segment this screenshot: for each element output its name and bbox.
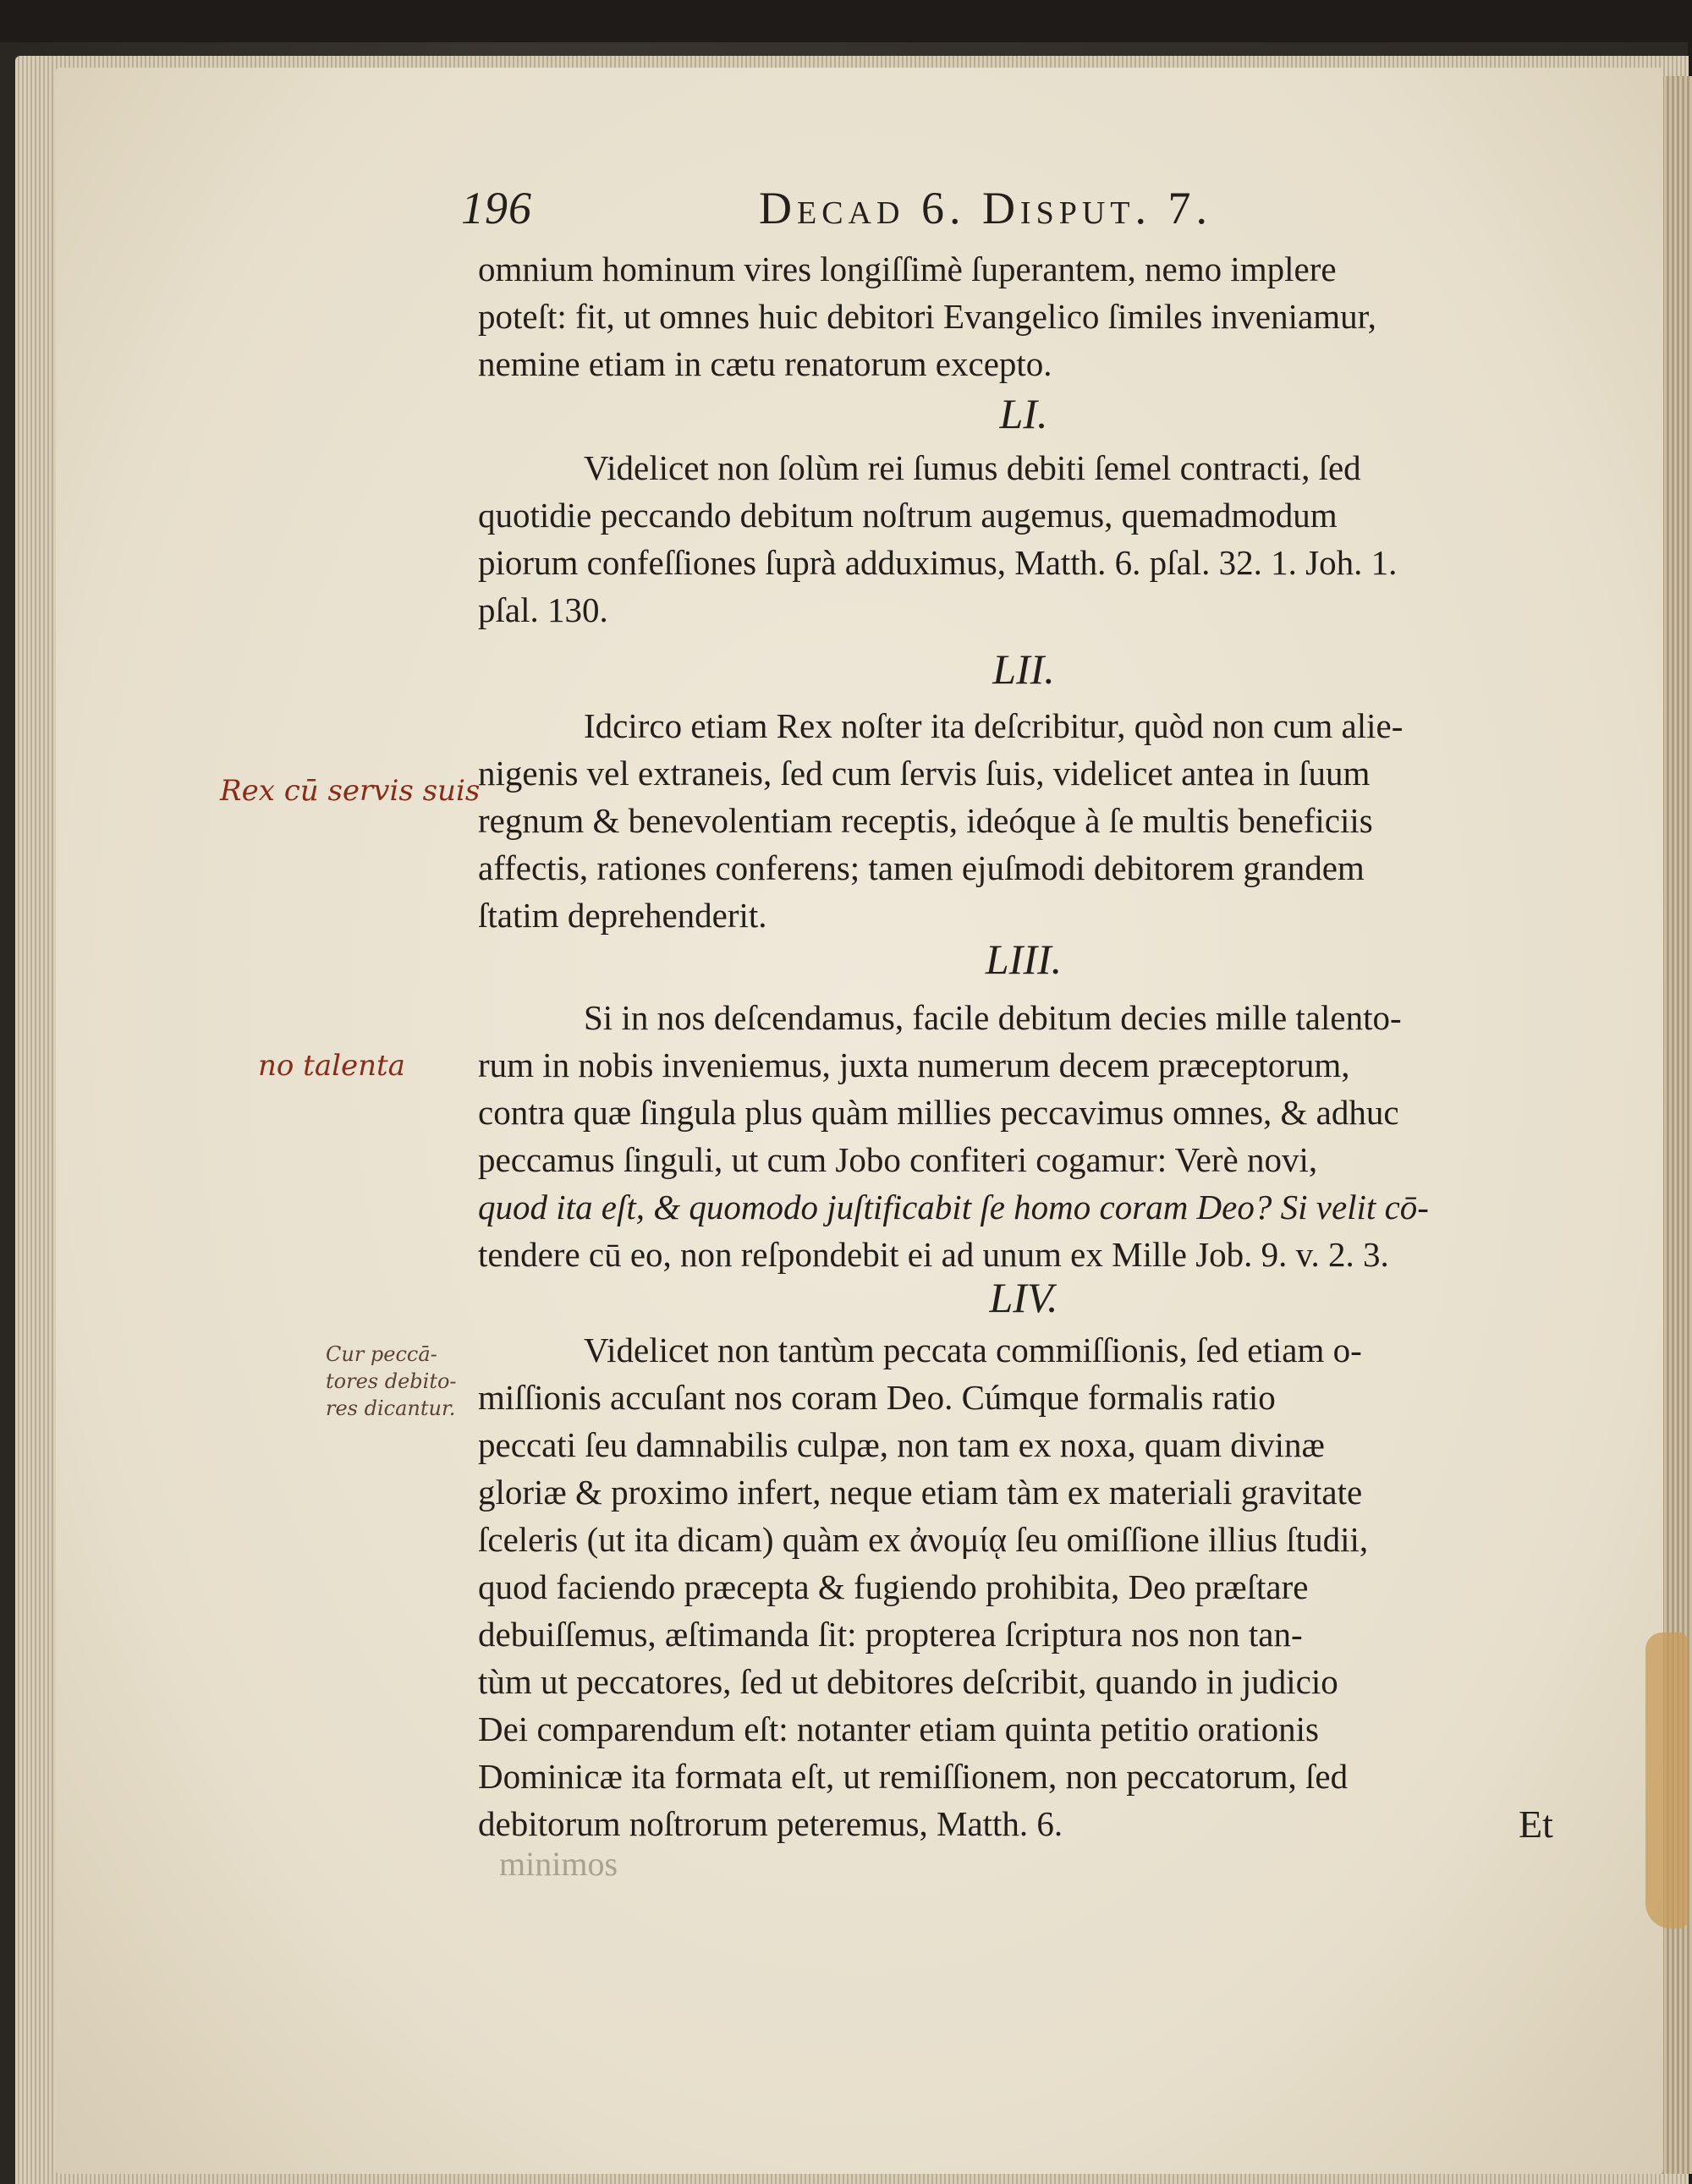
text-line: nemine etiam in cætu renatorum excepto. <box>478 344 1052 383</box>
text-line: rum in nobis inveniemus, juxta numerum decem præceptorum, <box>478 1045 1350 1084</box>
section-number-51: LI. <box>999 390 1048 437</box>
running-head <box>461 182 1544 241</box>
text-line: ſceleris (ut ita dicam) quàm ex ἀνομίᾳ ſeu omiſſione illius ſtudii, <box>478 1520 1369 1559</box>
margin-note-debitores <box>326 1341 457 1422</box>
section-52-text <box>478 702 1569 939</box>
section-number-53: LIII. <box>985 936 1063 983</box>
text-line: Videlicet non tantùm peccata commiſſionis, ſed etiam o- <box>584 1331 1362 1369</box>
text-line: Idcirco etiam Rex noſter ita deſcribitur, quòd non cum alie- <box>584 706 1404 745</box>
text-line: omnium hominum vires longiſſimè ſuperantem, nemo implere <box>478 250 1337 288</box>
text-line: nigenis vel extraneis, ſed cum ſervis ſuis, videlicet antea in ſuum <box>478 754 1371 793</box>
text-line: tendere cū eo, non reſpondebit ei ad unum ex Mille Job. 9. v. 2. 3. <box>478 1235 1389 1274</box>
text-line: contra quæ ſingula plus quàm millies peccavimus omnes, & adhuc <box>478 1093 1399 1132</box>
running-title: Decad 6. Disput. 7. <box>759 183 1213 233</box>
text-line: Si in nos deſcendamus, facile debitum decies mille talento- <box>584 998 1402 1037</box>
text-line: quod faciendo præcepta & fugiendo prohibita, Deo præſtare <box>478 1567 1309 1606</box>
text-line: quod ita eſt, & quomodo juſtificabit ſe homo coram Deo? Si velit cō- <box>478 1188 1429 1226</box>
text-line: quotidie peccando debitum noſtrum augemus, quemadmodum <box>478 496 1338 535</box>
text-line: peccamus ſinguli, ut cum Jobo confiteri cogamur: Verè novi, <box>478 1140 1318 1179</box>
text-line: tùm ut peccatores, ſed ut debitores deſcribit, quando in judicio <box>478 1662 1338 1701</box>
text-line: ſtatim deprehenderit. <box>478 896 767 935</box>
water-stain <box>1645 1633 1688 1929</box>
section-51-text <box>478 444 1569 634</box>
section-number-54: LIV. <box>989 1274 1058 1321</box>
section-53-text <box>478 994 1569 1278</box>
page-number: 196 <box>461 183 532 233</box>
text-line: debuiſſemus, æſtimanda ſit: propterea ſcriptura nos non tan- <box>478 1615 1303 1654</box>
margin-note-line: tores debito- <box>326 1369 457 1393</box>
section-54-text <box>478 1326 1569 1847</box>
margin-note-line: res dicantur. <box>326 1397 456 1420</box>
text-line: regnum & benevolentiam receptis, ideóque à ſe multis beneficiis <box>478 801 1373 840</box>
bleed-through-text: minimos <box>499 1845 618 1883</box>
margin-note-line: Cur peccā- <box>326 1342 437 1366</box>
text-line: piorum confeſſiones ſuprà adduximus, Matth. 6. pſal. 32. 1. Joh. 1. <box>478 543 1398 582</box>
text-line: gloriæ & proximo infert, neque etiam tàm ex materiali gravitate <box>478 1473 1363 1512</box>
text-line: poteſt: fit, ut omnes huic debitori Evangelico ſimiles inveniamur, <box>478 297 1376 336</box>
margin-note-talenta: no talenta <box>258 1049 405 1083</box>
section-number-52: LII. <box>992 645 1055 693</box>
text-line: Videlicet non ſolùm rei ſumus debiti ſemel contracti, ſed <box>584 448 1361 487</box>
catchword: Et <box>1519 1803 1553 1846</box>
intro-paragraph <box>478 245 1569 387</box>
text-line: peccati ſeu damnabilis culpæ, non tam ex noxa, quam divinæ <box>478 1425 1325 1464</box>
text-line: affectis, rationes conferens; tamen ejuſmodi debitorem grandem <box>478 848 1365 887</box>
text-line: miſſionis accuſant nos coram Deo. Cúmque formalis ratio <box>478 1378 1276 1417</box>
text-line: Dominicæ ita formata eſt, ut remiſſionem, non peccatorum, ſed <box>478 1757 1349 1796</box>
text-line: debitorum noſtrorum peteremus, Matth. 6. <box>478 1804 1063 1843</box>
margin-note-rex: Rex cū servis suis <box>220 774 481 808</box>
text-line: pſal. 130. <box>478 590 608 629</box>
text-line: Dei comparendum eſt: notanter etiam quinta petitio orationis <box>478 1709 1319 1748</box>
